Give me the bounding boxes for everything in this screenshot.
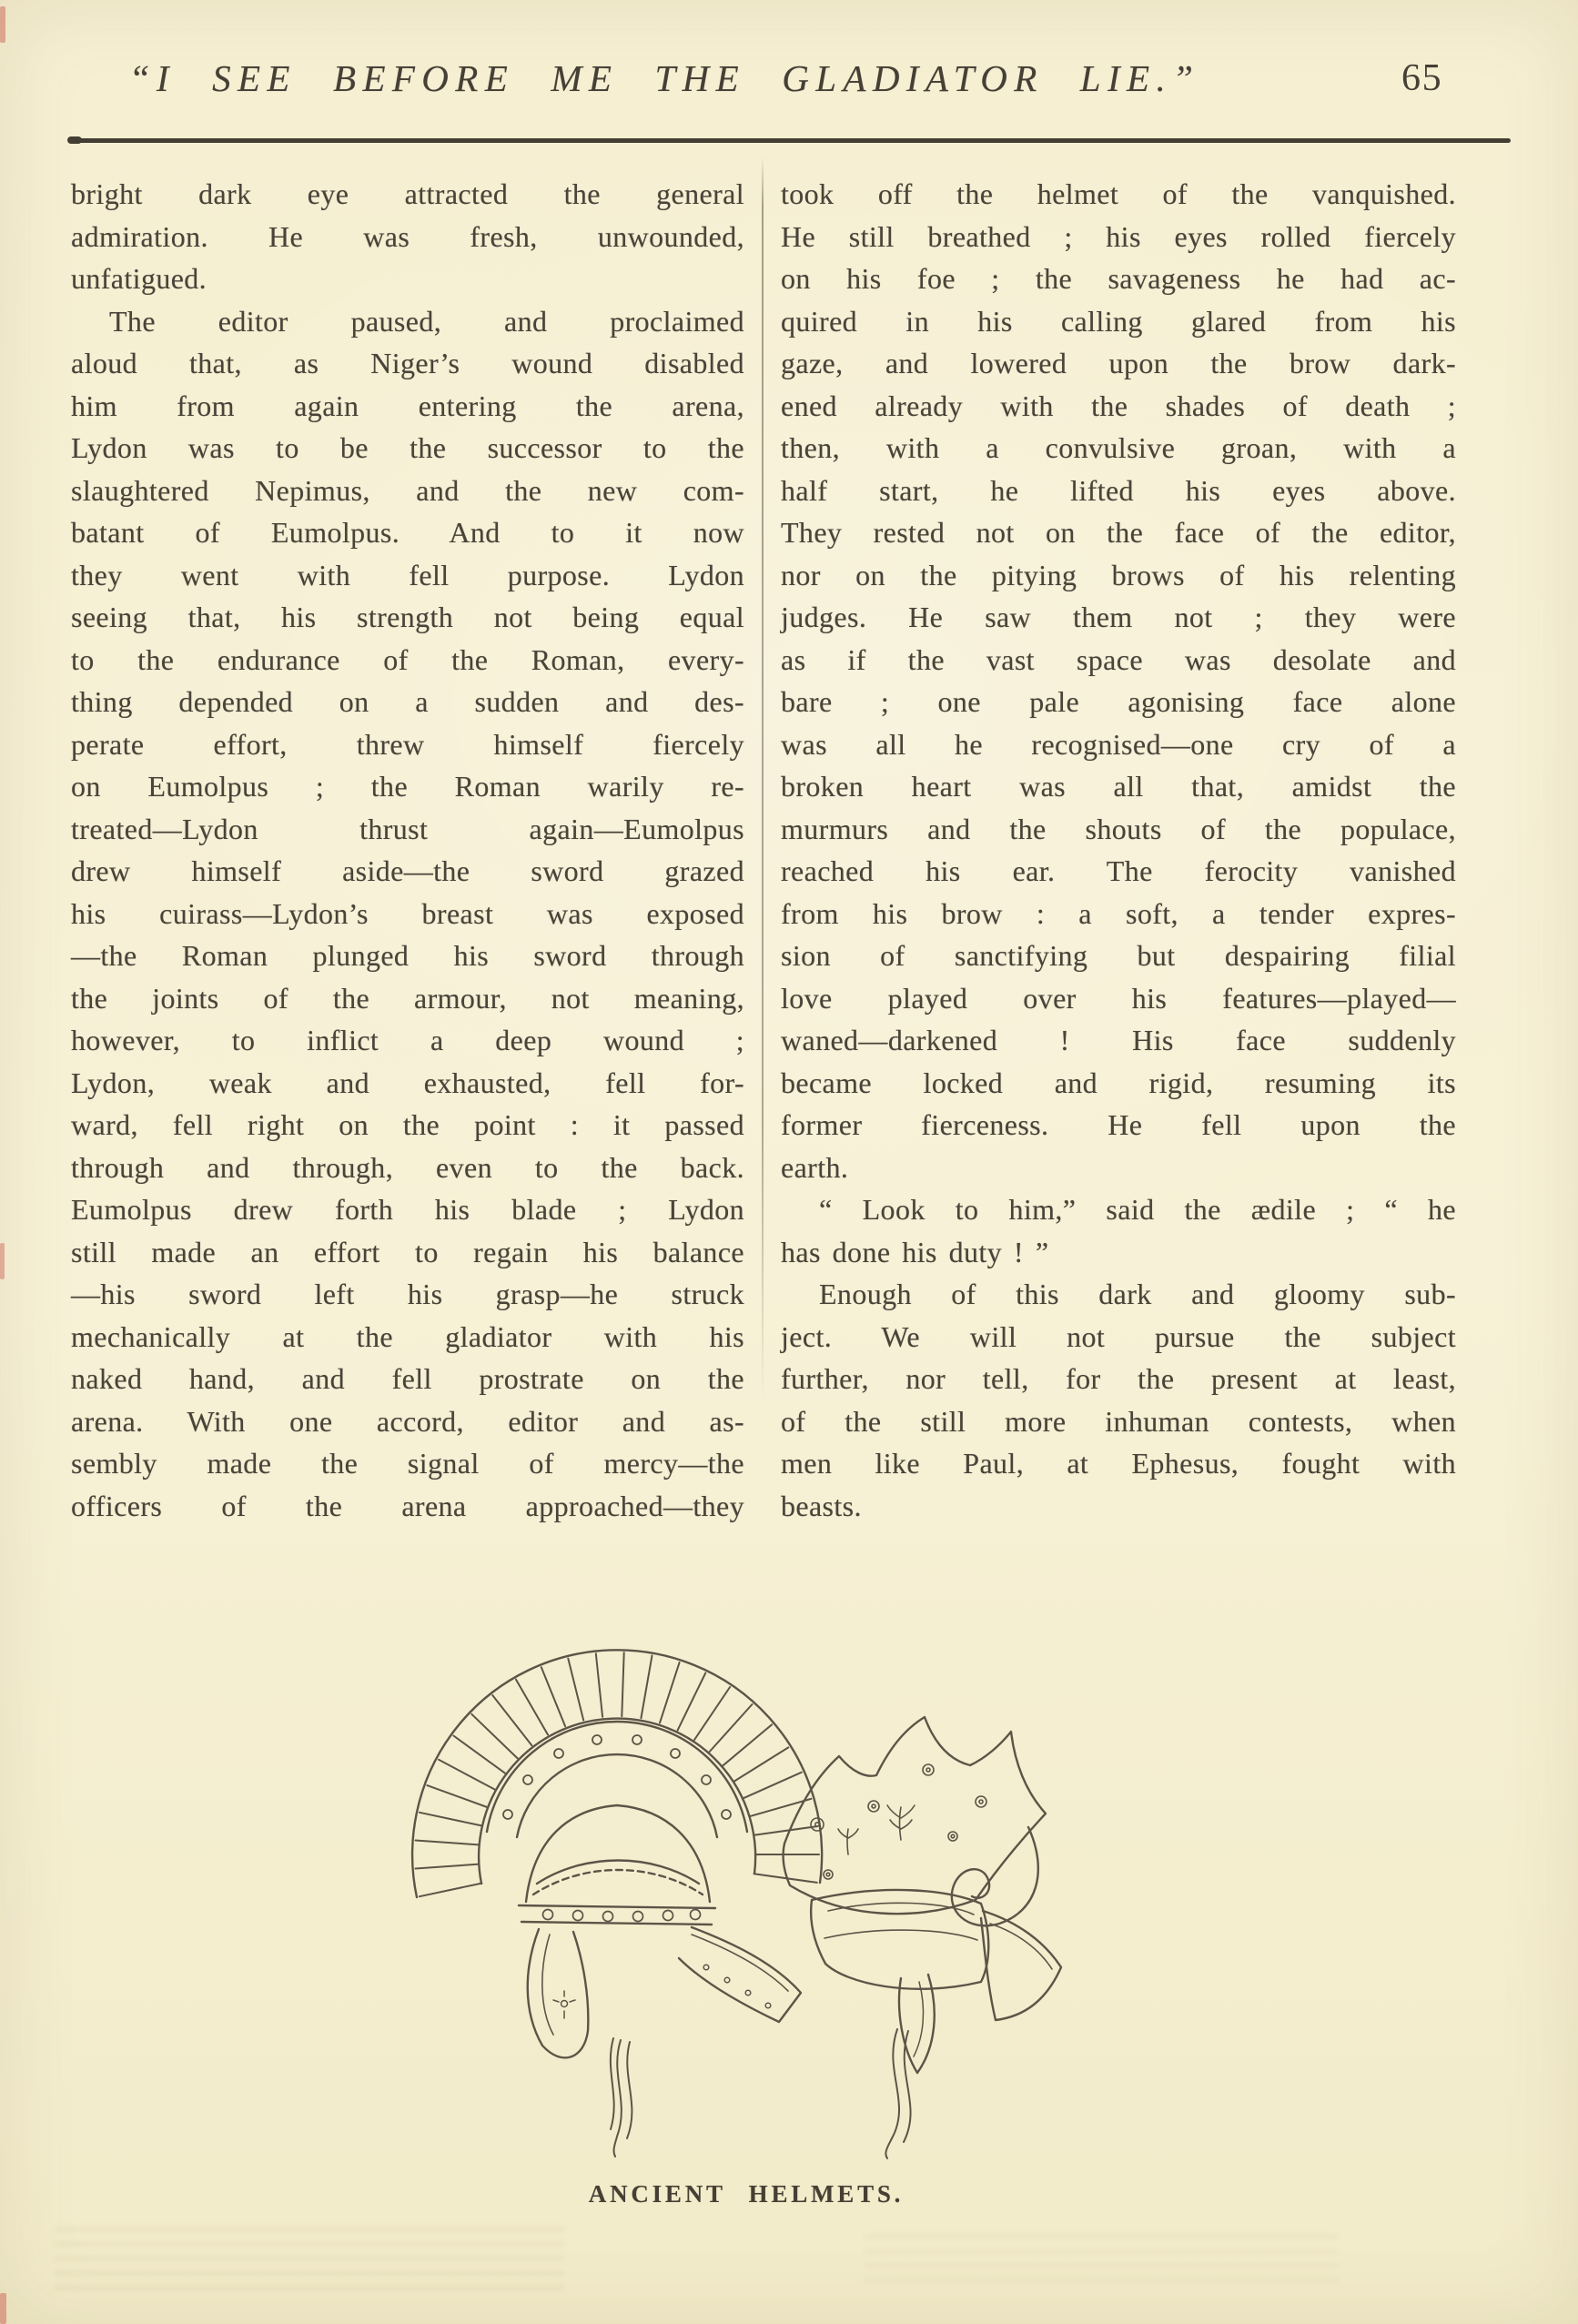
crest-spoke bbox=[596, 1653, 602, 1717]
text-line: naked hand, and fell prostrate on the bbox=[71, 1362, 744, 1395]
crest-spoke bbox=[723, 1724, 772, 1765]
helmets-figure bbox=[391, 1611, 1101, 2193]
text-line: half start, he lifted his eyes above. bbox=[781, 473, 1456, 507]
text-column-left bbox=[71, 173, 744, 1527]
text-line: Enough of this dark and gloomy sub- bbox=[819, 1278, 1456, 1310]
crest-spoke bbox=[416, 1841, 480, 1845]
text-line: —the Roman plunged his sword through bbox=[71, 939, 744, 972]
text-line: perate effort, threw himself fiercely bbox=[71, 727, 744, 761]
text-line: drew himself aside—the sword grazed bbox=[71, 854, 744, 887]
crest-spoke bbox=[694, 1687, 730, 1740]
text-line: treated—Lydon thrust again—Eumolpus bbox=[71, 812, 744, 845]
text-column-right bbox=[781, 173, 1456, 1527]
text-line: former fierceness. He fell upon the bbox=[781, 1108, 1456, 1141]
text-line: has done his duty ! ” bbox=[781, 1235, 1049, 1268]
text-line: They rested not on the face of the editor, bbox=[781, 516, 1456, 549]
crest-spoke bbox=[420, 1884, 481, 1897]
crest-spoke bbox=[439, 1760, 495, 1790]
text-line: ened already with the shades of death ; bbox=[781, 389, 1456, 422]
bleed-through-ghost-text bbox=[55, 2228, 564, 2293]
text-line: sembly made the signal of mercy—the bbox=[71, 1447, 744, 1480]
text-line: bare ; one pale agonising face alone bbox=[781, 685, 1456, 718]
text-line: earth. bbox=[781, 1150, 849, 1184]
text-line: was all he recognised—one cry of a bbox=[781, 727, 1456, 761]
scan-edge-red-mark-bottom bbox=[0, 2293, 6, 2324]
text-line: He still breathed ; his eyes rolled fiercely bbox=[781, 219, 1456, 253]
crest-spoke bbox=[471, 1714, 517, 1759]
text-line: Lydon, weak and exhausted, fell for- bbox=[71, 1066, 744, 1099]
crest-spoke bbox=[427, 1785, 487, 1807]
crest-spoke bbox=[516, 1680, 548, 1735]
brow-band-scrolls bbox=[543, 1910, 701, 1922]
column-divider-rule bbox=[762, 157, 764, 1403]
text-line: Eumolpus drew forth his blade ; Lydon bbox=[71, 1193, 744, 1226]
crest-spoke bbox=[641, 1655, 652, 1718]
crest-rosettes bbox=[811, 1764, 986, 1879]
bleed-through-ghost-text bbox=[865, 2235, 1338, 2286]
crest-spoke bbox=[734, 1747, 788, 1781]
text-line: ject. We will not pursue the subject bbox=[781, 1319, 1456, 1353]
text-line: of the still more inhuman contests, when bbox=[781, 1404, 1456, 1438]
text-line: reached his ear. The ferocity vanished bbox=[781, 854, 1456, 887]
text-line: mechanically at the gladiator with his bbox=[71, 1319, 744, 1353]
crested-roman-helmet bbox=[412, 1650, 822, 2157]
plumed-helmet-with-volute bbox=[784, 1717, 1061, 2158]
text-line: from his brow : a soft, a tender expres- bbox=[781, 896, 1456, 930]
scan-edge-red-mark-middle bbox=[0, 1243, 5, 1279]
page-number: 65 bbox=[1401, 57, 1443, 99]
text-line: Lydon was to be the successor to the bbox=[71, 431, 744, 464]
crest-spoke bbox=[743, 1773, 802, 1799]
text-line: “ Look to him,” said the ædile ; “ he bbox=[819, 1193, 1456, 1226]
text-line: batant of Eumolpus. And to it now bbox=[71, 516, 744, 549]
crest-spoke bbox=[541, 1667, 565, 1726]
header-rule bbox=[69, 138, 1511, 143]
text-line: however, to inflict a deep wound ; bbox=[71, 1024, 744, 1056]
text-line: to the endurance of the Roman, every- bbox=[71, 642, 744, 676]
text-line: became locked and rigid, resuming its bbox=[781, 1066, 1456, 1099]
text-line: admiration. He was fresh, unwounded, bbox=[71, 219, 744, 253]
text-line: murmurs and the shouts of the populace, bbox=[781, 812, 1456, 845]
text-line: the joints of the armour, not meaning, bbox=[71, 981, 744, 1015]
text-line: further, nor tell, for the present at least, bbox=[781, 1362, 1456, 1395]
crest-spoke bbox=[568, 1659, 583, 1721]
text-line: waned—darkened ! His face suddenly bbox=[781, 1024, 1456, 1056]
crest-sprigs bbox=[838, 1805, 915, 1854]
text-line: unfatigued. bbox=[71, 262, 207, 295]
text-line: still made an effort to regain his balance bbox=[71, 1235, 744, 1268]
text-line: as if the vast space was desolate and bbox=[781, 642, 1456, 676]
text-line: ward, fell right on the point : it passed bbox=[71, 1108, 744, 1141]
text-line: love played over his features—played— bbox=[781, 981, 1456, 1015]
text-line: slaughtered Nepimus, and the new com- bbox=[71, 473, 744, 507]
text-line: then, with a convulsive groan, with a bbox=[781, 431, 1456, 464]
text-line: judges. He saw them not ; they were bbox=[781, 601, 1456, 633]
text-line: aloud that, as Niger’s wound disabled bbox=[71, 347, 744, 379]
crest-spoke bbox=[678, 1673, 706, 1731]
text-line: beasts. bbox=[781, 1489, 862, 1522]
crest-spoke bbox=[754, 1826, 817, 1835]
text-line: took off the helmet of the vanquished. bbox=[781, 177, 1456, 210]
cheek-guard-flower bbox=[553, 1991, 575, 2018]
text-line: arena. With one accord, editor and as- bbox=[71, 1404, 744, 1438]
text-line: officers of the arena approached—they bbox=[71, 1489, 744, 1522]
crest-spoke bbox=[492, 1695, 531, 1745]
text-line: The editor paused, and proclaimed bbox=[109, 304, 744, 338]
text-line: —his sword left his grasp—he struck bbox=[71, 1278, 744, 1310]
left-helmet-ribbons bbox=[611, 2038, 632, 2157]
text-line: his cuirass—Lydon’s breast was exposed bbox=[71, 896, 744, 930]
text-line: on Eumolpus ; the Roman warily re- bbox=[71, 770, 744, 803]
crest-spoke bbox=[622, 1652, 623, 1716]
crest-spoke bbox=[416, 1864, 480, 1869]
crest-spoke bbox=[750, 1799, 811, 1816]
scan-edge-red-mark-top bbox=[0, 6, 5, 43]
text-line: on his foe ; the savageness he had ac- bbox=[781, 262, 1456, 295]
text-line: sion of sanctifying but despairing filial bbox=[781, 939, 1456, 972]
text-line: men like Paul, at Ephesus, fought with bbox=[781, 1447, 1456, 1480]
text-line: him from again entering the arena, bbox=[71, 389, 744, 422]
text-line: they went with fell purpose. Lydon bbox=[71, 558, 744, 591]
crest-spoke bbox=[660, 1662, 680, 1723]
text-line: nor on the pitying brows of his relenting bbox=[781, 558, 1456, 591]
crest-spoke bbox=[453, 1736, 505, 1773]
text-line: gaze, and lowered upon the brow dark- bbox=[781, 347, 1456, 379]
figure-caption: ANCIENT HELMETS. bbox=[588, 2180, 905, 2208]
crest-spoke bbox=[420, 1813, 481, 1826]
text-line: seeing that, his strength not being equal bbox=[71, 601, 744, 633]
text-line: quired in his calling glared from his bbox=[781, 304, 1456, 338]
ancient-helmets-illustration bbox=[391, 1611, 1101, 2193]
text-line: through and through, even to the back. bbox=[71, 1150, 744, 1184]
text-line: broken heart was all that, amidst the bbox=[781, 770, 1456, 803]
text-line: thing depended on a sudden and des- bbox=[71, 685, 744, 718]
running-head-title: “I SEE BEFORE ME THE GLADIATOR LIE.” bbox=[128, 57, 1200, 99]
crest-spoke bbox=[710, 1704, 753, 1752]
text-line: bright dark eye attracted the general bbox=[71, 177, 744, 210]
